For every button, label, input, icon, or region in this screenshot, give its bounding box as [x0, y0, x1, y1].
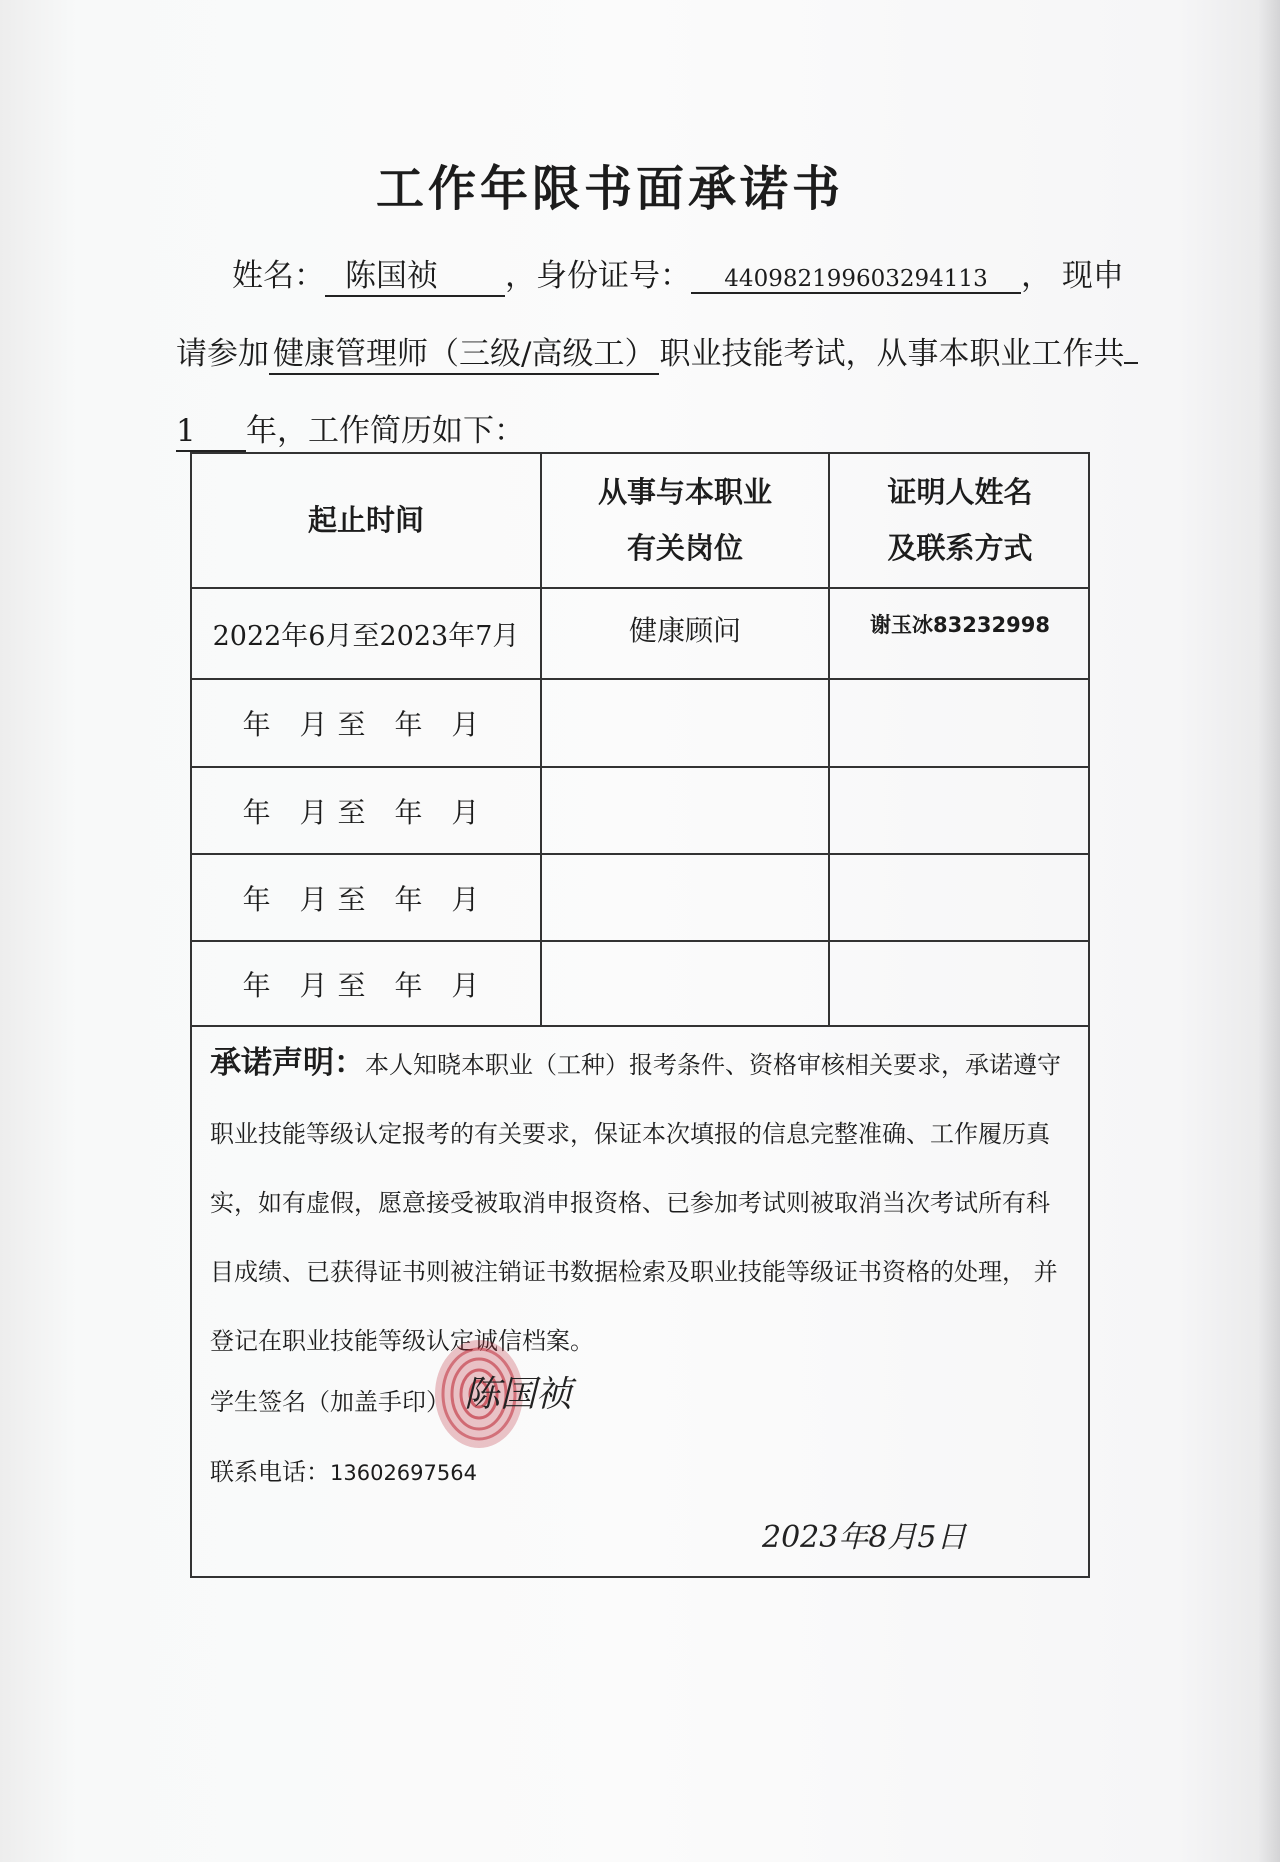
years-suffix: 年，工作简历如下：	[246, 413, 525, 449]
row1-witness: 谢玉冰83232998	[870, 613, 1050, 637]
exam-line	[176, 328, 1138, 375]
row2-witness	[830, 680, 1090, 766]
row4-period: 年 月至 年 月	[242, 882, 490, 916]
applicant-line	[232, 250, 1124, 297]
row5-position	[542, 942, 828, 1025]
row3-position	[542, 768, 828, 853]
id-number-value: 440982199603294113	[691, 266, 1021, 294]
row2-period: 年 月至 年 月	[242, 708, 490, 741]
trailing-underline	[1124, 362, 1138, 364]
id-label: ，身份证号：	[505, 258, 691, 294]
handwritten-date: 2023年8月5日	[762, 1520, 967, 1555]
years-value: 1	[176, 414, 246, 452]
name-label: 姓名：	[232, 258, 325, 294]
job-title-value: 健康管理师（三级/高级工）	[269, 337, 659, 375]
phone-value: 13602697564	[330, 1461, 477, 1485]
row4-position	[542, 855, 828, 940]
name-value: 陈国祯	[325, 259, 505, 297]
row5-period: 年 月至 年 月	[242, 968, 490, 1002]
declaration-body: 本人知晓本职业（工种）报考条件、资格审核相关要求，承诺遵守职业技能等级认定报考的有关要求，保证本次填报的信息完整准确、工作履历真实，如有虚假，愿意接受被取消申报资格、已参加考试则被取消当次考试所有科目成绩、已获得证书则被注销证书数据检索及职业技能等级证书资格的处理， 并登记在职业技能等级认定诚信档案。	[210, 1051, 1061, 1355]
paper-edge-shadow	[1258, 0, 1280, 1862]
now-apply-text: ， 现申	[1021, 258, 1124, 294]
row3-period: 年 月至 年 月	[242, 795, 490, 829]
header-position: 从事与本职业 有关岗位	[597, 475, 772, 565]
row2-position	[542, 680, 828, 766]
row5-witness	[830, 942, 1090, 1025]
apply-suffix: 职业技能考试，从事本职业工作共	[659, 336, 1125, 372]
header-period: 起止时间	[307, 502, 424, 537]
row3-witness	[830, 768, 1090, 853]
work-history-form	[190, 452, 1090, 1578]
declaration-block	[210, 1029, 1070, 1376]
signature-label: 学生签名（加盖手印）	[210, 1388, 450, 1416]
handwritten-signature: 陈国祯	[464, 1374, 573, 1415]
row1-position: 健康顾问	[628, 614, 741, 647]
signature-row	[210, 1382, 450, 1417]
phone-row	[210, 1452, 477, 1487]
phone-label: 联系电话：	[210, 1458, 330, 1486]
row4-witness	[830, 855, 1090, 940]
years-line	[176, 405, 525, 452]
row-divider	[192, 1025, 1088, 1027]
declaration-heading: 承诺声明：	[210, 1045, 365, 1081]
apply-prefix: 请参加	[176, 336, 269, 372]
row1-period: 2022年6月至2023年7月	[212, 621, 520, 652]
header-witness: 证明人姓名 及联系方式	[887, 475, 1033, 565]
document-title: 工作年限书面承诺书	[375, 161, 844, 217]
